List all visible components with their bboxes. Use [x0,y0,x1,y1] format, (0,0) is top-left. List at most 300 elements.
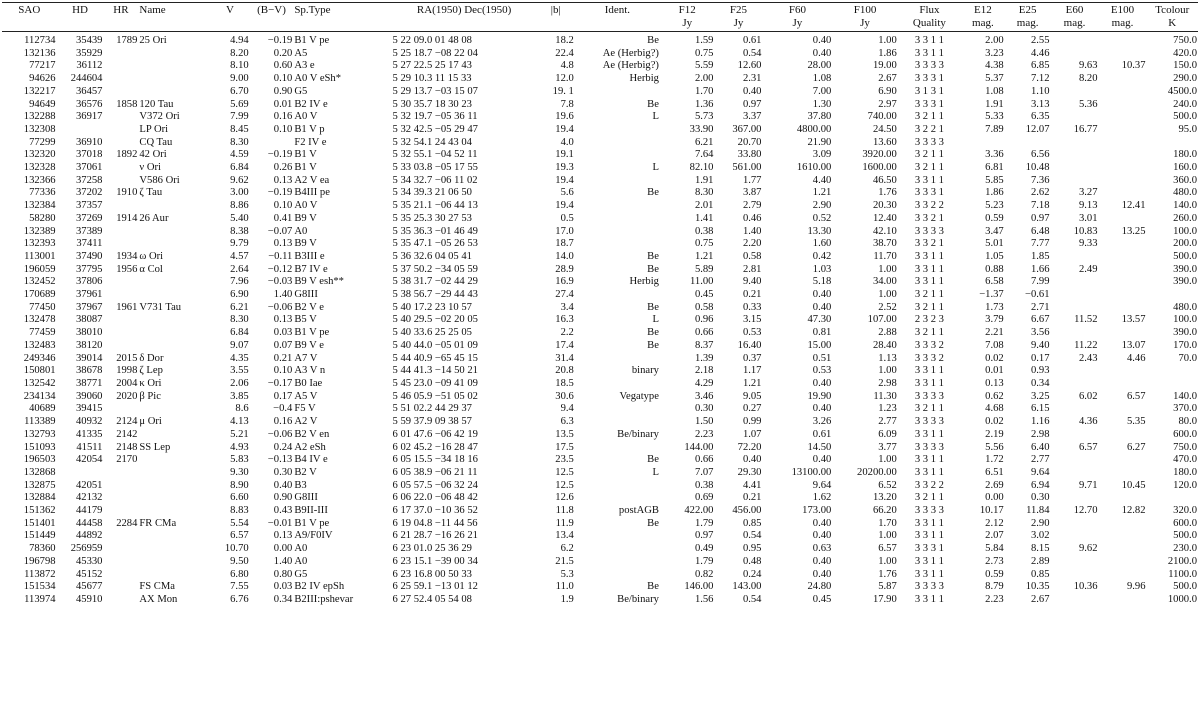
cell-ra-dec: 6 05 15.5 −34 18 16 [392,454,478,466]
cell-sp-type: B1 V pe [294,517,330,529]
cell-ident [575,403,660,416]
cell-b-v: 0.10 [273,200,293,212]
cell-f100: 42.10 [872,225,897,237]
cell-ra-dec: 6 01 47.6 −06 42 19 [392,428,478,440]
cell-b-v: 0.00 [273,543,293,555]
cell-sp-type: A0 [294,555,308,567]
cell-e60 [1051,556,1099,569]
cell-f25: 0.99 [742,416,762,428]
cell-t-colour: 170.0 [1173,339,1197,351]
cell-v-mag: 9.79 [230,238,249,250]
cell-t-colour: 4500.0 [1167,85,1197,97]
cell-b-v: 0.10 [273,73,293,85]
cell-f100: 1.86 [878,47,897,59]
cell-f60: 0.42 [812,250,832,262]
cell-sp-type: B1 V [294,149,317,161]
cell-t-colour: 140.0 [1173,390,1197,402]
cell-e12: 2.00 [985,35,1004,46]
table-row [2,403,1198,416]
cell-v-mag: 6.21 [230,301,249,313]
cell-b-v: −0.13 [267,454,293,466]
cell-e100 [1099,276,1147,289]
cell-f60: 0.40 [812,555,832,567]
table-row [2,32,1198,48]
cell-f25: 2.31 [742,73,762,85]
cell-galactic-lat: 21.5 [555,555,574,567]
cell-e25: 3.13 [1030,98,1050,110]
cell-sao: 151401 [23,517,56,529]
cell-f60: 1.62 [812,492,832,504]
cell-t-colour [1147,365,1198,378]
header-b-v-unit [250,17,294,32]
cell-v-mag: 6.84 [230,162,249,174]
cell-galactic-lat: 19.1 [555,149,574,161]
cell-sp-type: B9II-III [294,505,328,517]
cell-ident [575,378,660,391]
cell-hd: 37967 [75,301,103,313]
cell-f12: 5.89 [694,263,714,275]
cell-e100 [1099,365,1147,378]
cell-ra-dec: 5 38 31.7 −02 44 29 [392,276,478,288]
cell-v-mag: 6.80 [230,568,249,580]
header-row-units [2,17,1198,32]
cell-t-colour: 600.0 [1173,517,1197,529]
cell-e60 [1051,149,1099,162]
cell-e12: 5.84 [985,543,1004,555]
cell-f100: 1.76 [878,187,897,199]
header-f100: F100 [832,3,897,18]
cell-e100: 13.25 [1121,225,1146,237]
cell-f60: 0.61 [812,428,832,440]
cell-sao: 132389 [23,225,56,237]
cell-e60 [1051,518,1099,531]
cell-ident: Be [647,339,659,351]
cell-e25: 1.10 [1030,85,1050,97]
table-row [2,314,1198,327]
cell-b-v: 1.40 [273,289,293,301]
cell-ra-dec: 6 23 16.8 00 50 33 [392,568,472,580]
cell-galactic-lat: 1.9 [560,593,574,605]
cell-hd: 40932 [75,416,103,428]
cell-sao: 151534 [23,581,56,593]
cell-e60 [1051,137,1099,150]
cell-f100: 34.00 [872,276,897,288]
cell-hr [103,403,138,416]
header-hd: HD [57,3,104,18]
cell-flux-quality: 3 2 1 1 [914,289,944,301]
cell-sao: 113001 [24,250,56,262]
cell-f25: 0.61 [742,35,762,46]
cell-e25: 6.35 [1030,111,1050,123]
cell-sao: 77450 [29,301,56,313]
header-sao: SAO [2,3,57,18]
cell-e100 [1099,137,1147,150]
cell-name [138,60,210,73]
cell-e60 [1051,429,1099,442]
cell-b-v: 0.03 [273,581,293,593]
cell-e12: 5.23 [985,200,1004,212]
cell-t-colour [1147,137,1198,150]
header-f60-unit: Jy [762,17,832,32]
cell-f100: 1.23 [878,403,897,415]
cell-hd: 45152 [75,568,103,580]
cell-f12: 2.01 [694,200,714,212]
cell-hr [103,226,138,239]
cell-f25: 2.20 [742,238,762,250]
cell-sp-type: B0 Iae [294,377,323,389]
header-flux-quality-unit: Quality [898,17,961,32]
cell-ra-dec: 5 29 10.3 11 15 33 [392,73,472,85]
cell-sao: 132393 [23,238,56,250]
cell-sao: 132366 [23,174,56,186]
cell-f12: 2.23 [694,428,714,440]
cell-e12: 0.59 [985,212,1004,224]
table-row [2,86,1198,99]
cell-name [138,226,210,239]
cell-f60: 4.40 [812,174,832,186]
cell-f12: 0.49 [694,543,714,555]
cell-ident: Be/binary [617,593,659,605]
cell-f25: 0.54 [742,593,762,605]
header-e60-unit: mag. [1051,17,1099,32]
cell-e100 [1099,518,1147,531]
cell-sao: 78360 [29,543,56,555]
cell-t-colour: 600.0 [1173,428,1197,440]
cell-hd: 42051 [75,479,103,491]
cell-ra-dec: 6 27 52.4 05 54 08 [392,593,472,605]
cell-galactic-lat: 23.5 [555,454,574,466]
cell-hd: 36576 [75,98,103,110]
cell-v-mag: 9.00 [230,73,249,85]
cell-f12: 2.00 [694,73,714,85]
cell-f100: 2.97 [878,98,897,110]
cell-hd: 36917 [75,111,103,123]
cell-v-mag: 4.59 [230,149,249,161]
cell-sao: 77299 [29,136,56,148]
cell-b-v: −0.01 [267,517,293,529]
cell-b-v: 0.34 [273,593,293,605]
cell-sp-type: B4III pe [294,187,330,199]
cell-e25: 3.25 [1030,390,1050,402]
cell-e60 [1051,111,1099,124]
table-row [2,492,1198,505]
header-galactic-lat: |b| [537,3,575,18]
cell-ra-dec: 5 44 40.9 −65 45 15 [392,352,478,364]
table-row [2,442,1198,455]
cell-e12: 6.51 [985,466,1004,478]
cell-f60: 2.90 [812,200,832,212]
cell-flux-quality: 2 3 2 3 [914,314,944,326]
cell-sao: 113872 [24,568,56,580]
cell-flux-quality: 3 3 2 2 [914,200,944,212]
cell-hd: 45330 [75,555,103,567]
cell-e60: 11.22 [1074,339,1098,351]
cell-galactic-lat: 17.0 [555,225,574,237]
header-ident: Ident. [575,3,660,18]
cell-f12: 1.59 [694,35,714,46]
cell-e100 [1099,73,1147,86]
cell-galactic-lat: 13.5 [555,428,574,440]
cell-flux-quality: 3 3 3 1 [914,98,944,110]
cell-ident: binary [631,365,659,377]
cell-name [138,238,210,251]
header-f100-unit: Jy [832,17,897,32]
cell-t-colour: 500.0 [1173,111,1197,123]
cell-e100: 12.82 [1121,505,1146,517]
cell-e100 [1099,111,1147,124]
header-e100-unit: mag. [1099,17,1147,32]
cell-e60 [1051,594,1099,607]
cell-hd: 42054 [75,454,103,466]
cell-flux-quality: 3 2 1 1 [914,162,944,174]
cell-hr: 2142 [116,428,138,440]
cell-ident [575,569,660,582]
cell-sp-type: B1 V pe [294,35,330,46]
cell-ident [575,200,660,213]
cell-galactic-lat: 5.6 [560,187,574,199]
cell-e25: 2.71 [1030,301,1050,313]
cell-f25: 0.58 [742,250,762,262]
cell-hd: 38120 [75,339,103,351]
cell-name: κ Ori [139,377,162,389]
cell-f60: 24.80 [807,581,832,593]
cell-sp-type: B3III e [294,250,325,262]
cell-flux-quality: 3 3 2 2 [914,479,944,491]
cell-e100: 12.41 [1121,200,1146,212]
cell-e12: 0.62 [985,390,1004,402]
cell-ident: Be [647,454,659,466]
cell-ident [575,213,660,226]
cell-sao: 132328 [23,162,56,174]
cell-ra-dec: 5 32 42.5 −05 29 47 [392,123,478,135]
cell-f12: 0.38 [694,225,714,237]
cell-e25: 2.62 [1030,187,1050,199]
header-v-mag-unit [210,17,249,32]
cell-sp-type: B1 V [294,162,317,174]
cell-f60: 1.03 [812,263,832,275]
cell-e12: 7.89 [985,123,1004,135]
cell-e60 [1051,86,1099,99]
cell-e60 [1051,251,1099,264]
cell-flux-quality: 3 2 1 1 [914,111,944,123]
cell-ra-dec: 5 40 17.2 23 10 57 [392,301,472,313]
cell-hr [103,543,138,556]
cell-name: FS CMa [139,581,175,593]
cell-e25: 6.15 [1030,403,1050,415]
cell-sp-type: F5 V [294,403,316,415]
cell-hr: 1914 [116,212,138,224]
cell-ident: Be [647,98,659,110]
cell-b-v: 0.60 [273,60,293,72]
cell-ident [575,226,660,239]
table-row [2,187,1198,200]
table-row [2,149,1198,162]
cell-ident: Herbig [629,73,659,85]
cell-hd: 41335 [75,428,103,440]
cell-galactic-lat: 7.8 [560,98,574,110]
cell-f60: 173.00 [802,505,832,517]
cell-sp-type: A3 V n [294,365,326,377]
cell-name [138,327,210,340]
cell-t-colour: 500.0 [1173,250,1197,262]
cell-name [138,492,210,505]
cell-ident: L [652,162,659,174]
cell-ra-dec: 5 34 32.7 −06 11 02 [392,174,478,186]
cell-f100: 28.40 [872,339,897,351]
cell-hd: 37018 [75,149,103,161]
cell-flux-quality: 3 3 1 1 [914,174,944,186]
cell-hr: 1961 [116,301,138,313]
cell-sp-type: A3 e [294,60,315,72]
cell-f60: 37.80 [807,111,832,123]
cell-e25: 3.56 [1030,327,1050,339]
cell-hr [103,86,138,99]
cell-ra-dec: 5 34 39.3 21 06 50 [392,187,472,199]
cell-hr [103,289,138,302]
cell-e60 [1051,327,1099,340]
cell-hr: 1998 [116,365,138,377]
cell-flux-quality: 3 3 1 1 [914,47,944,59]
cell-f25: 0.24 [742,568,762,580]
cell-name [138,403,210,416]
cell-sao: 132384 [23,200,56,212]
cell-e25: 11.84 [1026,505,1050,517]
cell-e60: 8.20 [1078,73,1098,85]
cell-ra-dec: 6 05 57.5 −06 32 24 [392,479,478,491]
cell-hd: 38771 [75,377,103,389]
cell-e100 [1099,530,1147,543]
cell-e100 [1099,403,1147,416]
cell-ident: Be [647,187,659,199]
cell-sp-type: A9/F0IV [294,530,333,542]
cell-f100: 13.20 [872,492,897,504]
cell-f25: 0.95 [742,543,762,555]
cell-e25: 7.77 [1030,238,1050,250]
cell-f60: 0.40 [812,530,832,542]
cell-e25: 0.93 [1030,365,1050,377]
cell-sp-type: B2 IV epSh [294,581,345,593]
cell-f12: 0.82 [694,568,714,580]
cell-ident [575,480,660,493]
cell-e60: 6.02 [1078,390,1098,402]
cell-flux-quality: 3 3 2 1 [914,212,944,224]
header-sp-type: Sp.Type [293,3,391,18]
cell-ra-dec: 5 37 50.2 −34 05 59 [392,263,478,275]
cell-v-mag: 5.40 [230,212,249,224]
cell-f100: 107.00 [867,314,897,326]
cell-flux-quality: 3 3 1 1 [914,555,944,567]
cell-sp-type: B1 V p [294,123,325,135]
table-body [2,32,1198,607]
cell-e12: 5.85 [985,174,1004,186]
cell-e100: 5.35 [1126,416,1146,428]
cell-name [138,200,210,213]
cell-f12: 0.58 [694,301,714,313]
cell-e25: 6.85 [1030,60,1050,72]
cell-b-v: −0.11 [268,250,293,262]
cell-galactic-lat: 16.3 [555,314,574,326]
cell-name [138,467,210,480]
cell-flux-quality: 3 3 3 3 [914,136,944,148]
cell-galactic-lat: 19.4 [555,174,574,186]
cell-ra-dec: 6 05 38.9 −06 21 11 [392,466,478,478]
cell-e12: 1.73 [985,301,1004,313]
cell-f60: 1610.00 [796,162,832,174]
cell-sao: 132452 [23,276,56,288]
cell-f100: 3.77 [878,441,897,453]
cell-ra-dec: 5 35 47.1 −05 26 53 [392,238,478,250]
cell-e12: 0.00 [985,492,1004,504]
table-row [2,365,1198,378]
cell-sp-type: B2 IV e [294,98,328,110]
cell-sp-type: B9 V esh** [294,276,344,288]
cell-e100 [1099,99,1147,112]
cell-e60: 4.36 [1078,416,1098,428]
cell-ident [575,353,660,366]
cell-f100: 740.00 [867,111,897,123]
cell-e25: 6.40 [1030,441,1050,453]
cell-sao: 113974 [24,593,56,605]
cell-flux-quality: 3 2 2 1 [914,123,944,135]
cell-e60: 10.83 [1073,225,1098,237]
cell-sp-type: A5 [294,47,308,59]
cell-f12: 1.56 [694,593,714,605]
cell-f100: 6.57 [878,543,897,555]
cell-v-mag: 8.30 [230,314,249,326]
cell-ident: Herbig [629,276,659,288]
cell-f25: 0.27 [742,403,762,415]
cell-f25: 0.21 [742,289,762,301]
cell-name: SS Lep [139,441,171,453]
table-row [2,238,1198,251]
cell-sao: 132884 [23,492,56,504]
cell-e60 [1051,365,1099,378]
cell-e25: 1.66 [1030,263,1050,275]
header-v-mag: V [210,3,249,18]
cell-ra-dec: 6 19 04.8 −11 44 56 [392,517,478,529]
cell-f25: 16.40 [737,339,762,351]
cell-f100: 6.09 [878,428,897,440]
cell-ra-dec: 5 27 22.5 25 17 43 [392,60,472,72]
cell-v-mag: 8.45 [230,123,249,135]
cell-b-v: −0.12 [267,263,293,275]
cell-ident: L [652,314,659,326]
cell-ident [575,124,660,137]
cell-flux-quality: 3 3 1 1 [914,276,944,288]
cell-f100: 1.00 [878,530,897,542]
cell-hd: 35439 [75,35,103,46]
cell-galactic-lat: 6.2 [560,543,574,555]
cell-f60: 0.53 [812,365,832,377]
cell-e100: 6.57 [1126,390,1146,402]
cell-f100: 2.88 [878,327,897,339]
cell-flux-quality: 3 3 2 1 [914,238,944,250]
cell-hr [103,467,138,480]
cell-galactic-lat: 19.4 [555,200,574,212]
cell-t-colour: 140.0 [1173,200,1197,212]
cell-e12: 10.17 [979,505,1004,517]
cell-ident [575,149,660,162]
cell-b-v: 0.90 [273,492,293,504]
cell-v-mag: 9.07 [230,339,249,351]
cell-flux-quality: 3 2 1 1 [914,403,944,415]
cell-galactic-lat: 12.5 [555,479,574,491]
cell-name [138,505,210,518]
cell-f100: 6.90 [878,85,897,97]
cell-f100: 12.40 [872,212,897,224]
cell-e12: 2.73 [985,555,1004,567]
cell-hr [103,48,138,61]
